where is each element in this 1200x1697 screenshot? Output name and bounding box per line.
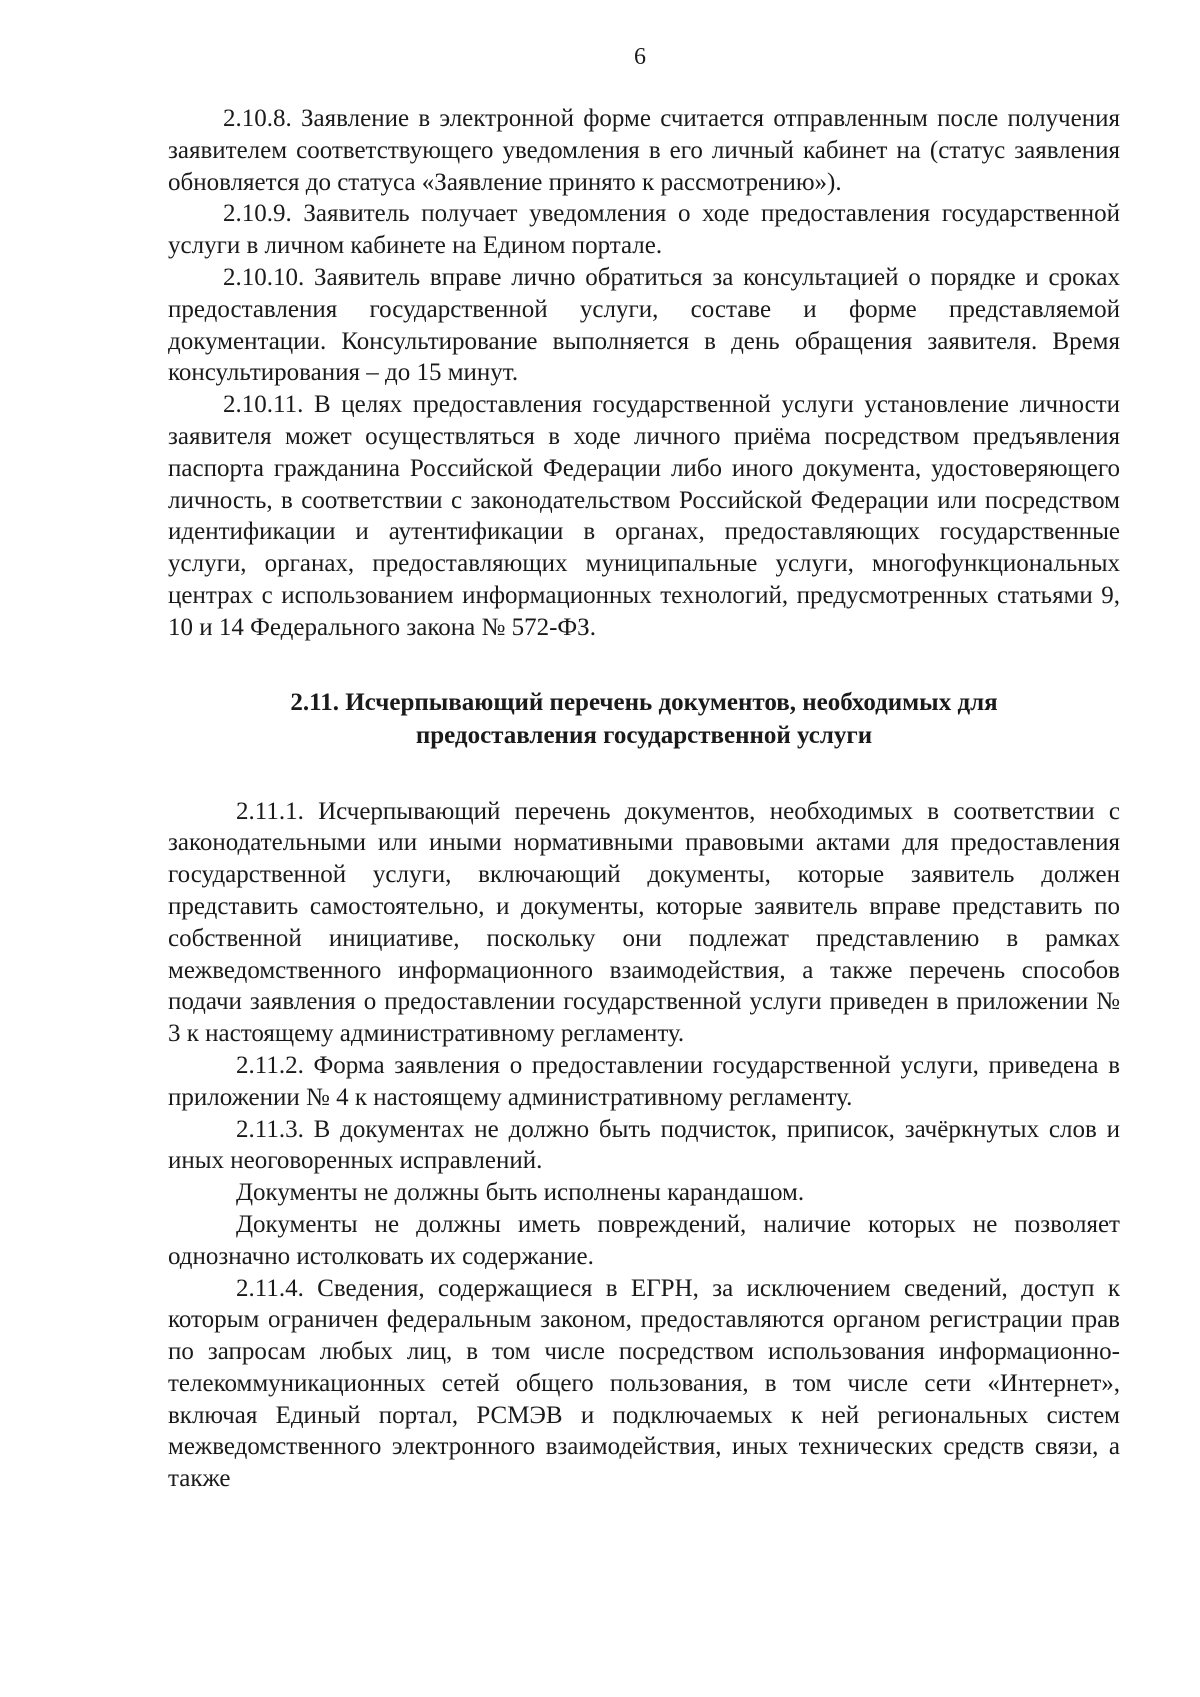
section-heading-2-11: 2.11. Исчерпывающий перечень документов, необходимых для предоставления государственной услуги bbox=[290, 688, 998, 749]
paragraph-2-11-4: 2.11.4. Сведения, содержащиеся в ЕГРН, за исключением сведений, доступ к которым ограничен федеральным законом, предоставляются органом регистрации прав по запросам любых лиц, в том числе посредством использования информационно-телекоммуникационных сетей общего пользования, в том числе сети «Интернет», включая Единый портал, РСМЭВ и подключаемых к ней региональных систем межведомственного электронного взаимодействия, иных технических средств связи, а также bbox=[168, 1274, 1120, 1493]
paragraph-2-10-11: 2.10.11. В целях предоставления государственной услуги установление личности заявителя может осуществляться в ходе личного приёма посредством предъявления паспорта гражданина Российской Федерации либо иного документа, удостоверяющего личность, в соответствии с законодательством Российской Федерации или посредством идентификации и аутентификации в органах, предоставляющих государственные услуги, органах, предоставляющих муниципальные услуги, многофункциональных центрах с использованием информационных технологий, предусмотренных статьями 9, 10 и 14 Федерального закона № 572-ФЗ. bbox=[168, 391, 1120, 641]
paragraph-2-11-1: 2.11.1. Исчерпывающий перечень документов, необходимых в соответствии с законодательными или иными нормативными правовыми актами для предоставления государственной услуги, включающий документы, которые заявитель должен представить самостоятельно, и документы, которые заявитель вправе представить по собственной инициативе, поскольку они подлежат представлению в рамках межведомственного информационного взаимодействия, а также перечень способов подачи заявления о предоставлении государственной услуги приведен в приложении № 3 к настоящему административному регламенту. bbox=[168, 797, 1120, 1048]
page-number: 6 bbox=[634, 44, 646, 70]
paragraph-2-10-10: 2.10.10. Заявитель вправе лично обратиться за консультацией о порядке и сроках предоставления государственной услуги, составе и форме представляемой документации. Консультирование выполняется в день обращения заявителя. Время консультирования – до 15 минут. bbox=[168, 263, 1120, 387]
paragraph-2-11-3: 2.11.3. В документах не должно быть подчисток, приписок, зачёркнутых слов и иных неоговоренных исправлений. bbox=[168, 1115, 1120, 1175]
paragraph-no-damage: Документы не должны иметь повреждений, наличие которых не позволяет однозначно истолковать их содержание. bbox=[168, 1210, 1120, 1270]
paragraph-no-pencil: Документы не должны быть исполнены карандашом. bbox=[236, 1179, 805, 1207]
paragraph-2-10-8: 2.10.8. Заявление в электронной форме считается отправленным после получения заявителем соответствующего уведомления в его личный кабинет на (статус заявления обновляется до статуса «Заявление принято к рассмотрению»). bbox=[168, 105, 1120, 196]
paragraph-2-11-2: 2.11.2. Форма заявления о предоставлении государственной услуги, приведена в приложении № 4 к настоящему административному регламенту. bbox=[168, 1051, 1120, 1111]
document-body bbox=[168, 103, 1120, 1495]
paragraph-2-10-9: 2.10.9. Заявитель получает уведомления о ходе предоставления государственной услуги в личном кабинете на Едином портале. bbox=[168, 200, 1120, 260]
